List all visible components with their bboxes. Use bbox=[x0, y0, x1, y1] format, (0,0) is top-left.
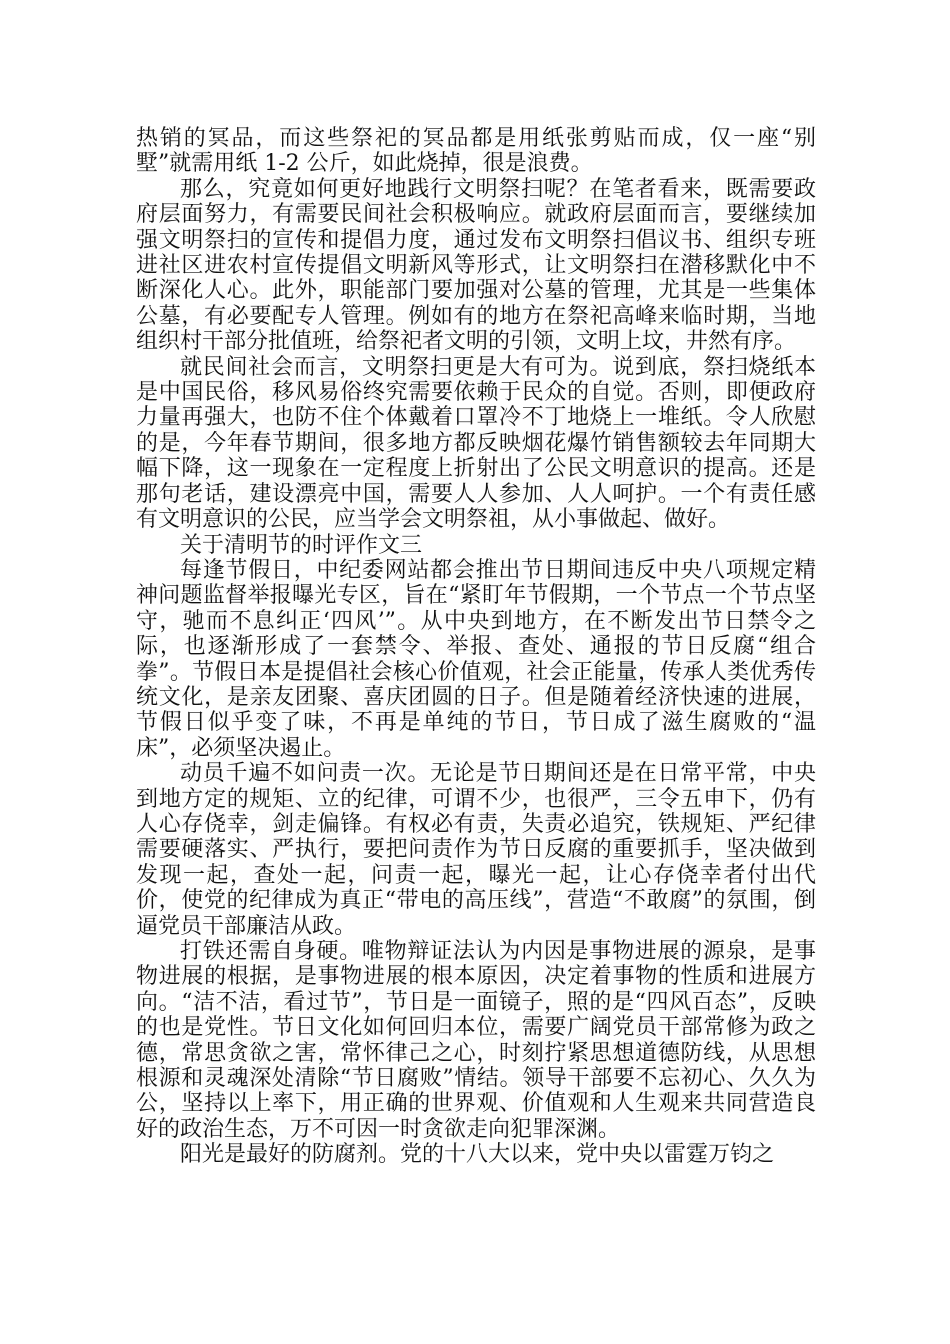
paragraph-self-discipline: 打铁还需自身硬。唯物辩证法认为内因是事物进展的源泉，是事物进展的根据，是事物进展的根本原因，决定着事物的性质和进展方向。“洁不洁，看过节”，节日是一面镜子，照的是“四风百态”，反映的也是党性。节日文化如何回归本位，需要广阔党员干部常修为政之德，常思贪欲之害，常怀律己之心，时刻拧紧思想道德防线，从思想根源和灵魂深处清除“节日腐败”情结。领导干部要不忘初心、久久为公，坚持以上率下，用正确的世界观、价值观和人生观来共同营造良好的政治生态，万不可因一时贪欲走向犯罪深渊。 bbox=[136, 939, 816, 1142]
document-page bbox=[136, 126, 816, 1168]
section-heading: 关于清明节的时评作文三 bbox=[180, 532, 423, 558]
paragraph-continuation: 热销的冥品，而这些祭祀的冥品都是用纸张剪贴而成，仅一座“别墅”就需用纸 1-2 公斤，如此烧掉，很是浪费。 bbox=[136, 126, 816, 177]
paragraph-civil-society: 就民间社会而言，文明祭扫更是大有可为。说到底，祭扫烧纸本是中国民俗，移风易俗终究需要依赖于民众的自觉。否则，即便政府力量再强大，也防不住个体戴着口罩冷不丁地烧上一堆纸。令人欣慰的是，今年春节期间，很多地方都反映烟花爆竹销售额较去年同期大幅下降，这一现象在一定程度上折射出了公民文明意识的提高。还是那句老话，建设漂亮中国，需要人人参加、人人呵护。一个有责任感有文明意识的公民，应当学会文明祭祖，从小事做起、做好。 bbox=[136, 354, 816, 533]
paragraph-government-efforts: 那么，究竟如何更好地践行文明祭扫呢？在笔者看来，既需要政府层面努力，有需要民间社会积极响应。就政府层面而言，要继续加强文明祭扫的宣传和提倡力度，通过发布文明祭扫倡议书、组织专班进社区进农村宣传提倡文明新风等形式，让文明祭扫在潜移默化中不断深化人心。此外，职能部门要加强对公墓的管理，尤其是一些集体公墓，有必要配专人管理。例如有的地方在祭祀高峰来临时期，当地组织村干部分批值班，给祭祀者文明的引领，文明上坟，井然有序。 bbox=[136, 176, 816, 355]
paragraph-holiday-anticorruption: 每逢节假日，中纪委网站都会推出节日期间违反中央八项规定精神问题监督举报曝光专区，旨在“紧盯年节假期，一个节点一个节点坚守，驰而不息纠正‘四风’”。从中央到地方，在不断发出节日禁令之际，也逐渐形成了一套禁令、举报、查处、通报的节日反腐“组合拳”。节假日本是提倡社会核心价值观，社会正能量，传承人类优秀传统文化，是亲友团聚、喜庆团圆的日子。但是随着经济快速的进展，节假日似乎变了味，不再是单纯的节日，节日成了滋生腐败的“温床”，必须坚决遏止。 bbox=[136, 557, 816, 761]
paragraph-sunshine: 阳光是最好的防腐剂。党的十八大以来，党中央以雷霆万钧之 bbox=[180, 1142, 775, 1168]
paragraph-accountability: 动员千遍不如问责一次。无论是节日期间还是在日常平常，中央到地方定的规矩、立的纪律，可谓不少，也很严，三令五申下，仍有人心存侥幸，剑走偏锋。有权必有责，失责必追究，铁规矩、严纪律需要硬落实、严执行，要把问责作为节日反腐的重要抓手，坚决做到发现一起，查处一起，问责一起，曝光一起，让心存侥幸者付出代价，使党的纪律成为真正“带电的高压线”，营造“不敢腐”的氛围，倒逼党员干部廉洁从政。 bbox=[136, 761, 816, 939]
